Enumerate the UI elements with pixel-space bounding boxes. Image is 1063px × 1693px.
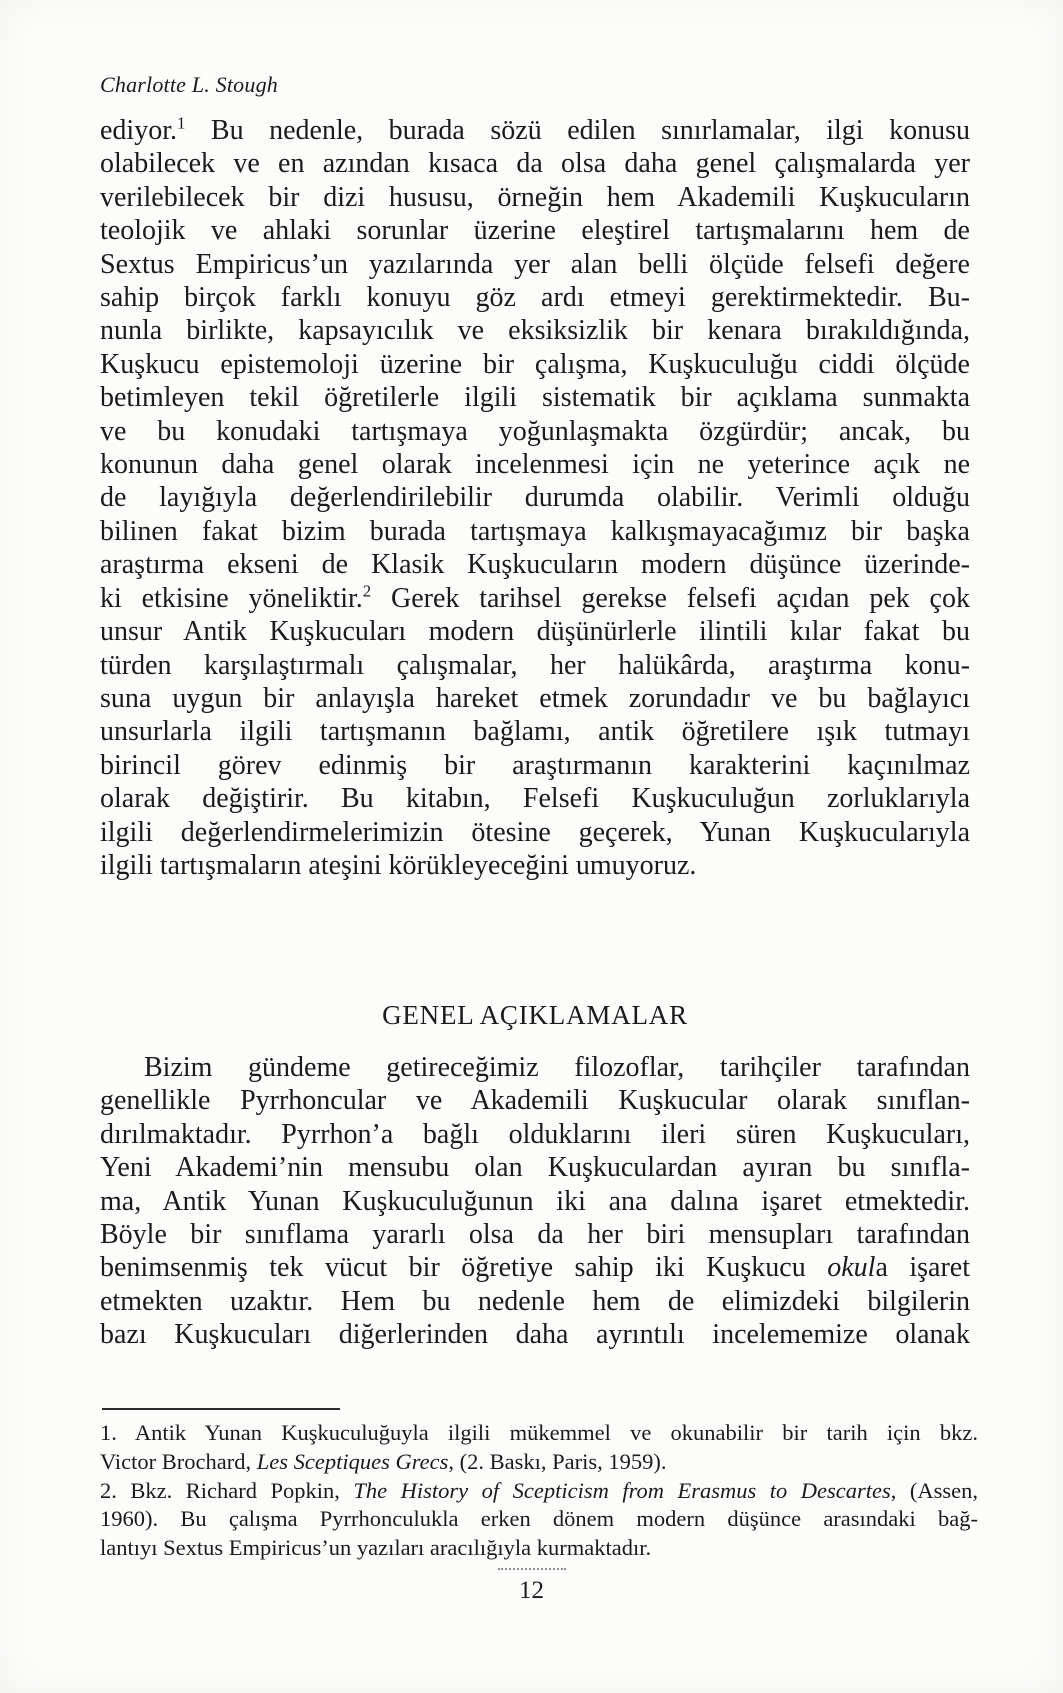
text-line — [100, 415, 970, 448]
text-segment: Sextus Empiricus’un yazılarında yer alan belli ölçüde felsefi değere — [100, 248, 970, 280]
text-segment: The History of Scepticism from Erasmus to Descartes — [353, 1477, 891, 1503]
footnote-separator-rule — [102, 1408, 340, 1410]
text-segment: bazı Kuşkucuları diğerlerinden daha ayrıntılı incelememize olanak — [100, 1319, 970, 1351]
footnote-item-2 — [100, 1477, 978, 1563]
footnote-reference: 2 — [362, 581, 372, 601]
text-segment: ki etkisine yöneliktir. — [100, 582, 363, 614]
text-segment: , (2. Baskı, Paris, 1959). — [448, 1448, 667, 1474]
text-line — [100, 849, 970, 882]
text-segment: olabilecek ve en azından kısaca da olsa daha genel çalışmalarda yer — [100, 148, 970, 180]
text-segment: 1960). Bu çalışma Pyrrhonculukla erken dönem modern düşünce arasındaki bağ- — [100, 1506, 978, 1532]
footnotes-block — [100, 1419, 978, 1563]
text-segment: lantıyı Sextus Empiricus’un yazıları aracılığıyla kurmaktadır. — [100, 1535, 652, 1561]
text-segment: nunla birlikte, kapsayıcılık ve eksiksizlik bir kenara bırakıldığında, — [100, 315, 970, 347]
text-segment: genellikle Pyrrhoncular ve Akademili Kuşkucular olarak sınıflan- — [100, 1085, 970, 1117]
text-segment: Kuşkucu epistemoloji üzerine bir çalışma, Kuşkuculuğu ciddi ölçüde — [100, 348, 970, 380]
text-segment: verilebilecek bir dizi hususu, örneğin hem Akademili Kuşkucuların — [100, 181, 970, 213]
text-segment: Bu nedenle, burada sözü edilen sınırlamalar, ilgi konusu — [185, 115, 970, 146]
text-line — [100, 248, 970, 281]
text-line — [100, 548, 970, 581]
text-segment: a işaret — [875, 1252, 970, 1284]
text-line — [100, 582, 970, 615]
text-segment: ediyor. — [100, 115, 177, 146]
text-line — [100, 1251, 970, 1284]
page-number: 12 — [519, 1577, 544, 1604]
text-segment: ilgili değerlendirmelerimizin ötesine geçerek, Yunan Kuşkucularıyla — [100, 816, 970, 848]
text-segment: dırılmaktadır. Pyrrhon’a bağlı olduklarını ileri süren Kuşkucuları, — [100, 1118, 970, 1150]
text-line — [100, 615, 970, 648]
text-segment: birincil görev edinmiş bir araştırmanın karakterini kaçınılmaz — [100, 749, 970, 781]
text-segment: ma, Antik Yunan Kuşkuculuğunun iki ana dalına işaret etmektedir. — [100, 1185, 970, 1217]
text-segment: ve bu konudaki tartışmaya yoğunlaşmakta özgürdür; ancak, bu — [100, 415, 970, 447]
text-line — [100, 348, 970, 381]
text-segment: unsur Antik Kuşkucuları modern düşünürlerle ilintili kılar fakat bu — [100, 616, 970, 648]
text-line — [100, 1448, 978, 1477]
body-paragraph-2 — [100, 1051, 970, 1352]
text-line — [100, 1477, 978, 1506]
text-line — [100, 381, 970, 414]
running-header-author: Charlotte L. Stough — [100, 72, 278, 97]
text-segment: benimsenmiş tek vücut bir öğretiye sahip iki Kuşkucu — [100, 1252, 828, 1284]
text-segment: teolojik ve ahlaki sorunlar üzerine eleştirel tartışmalarını hem de — [100, 215, 970, 247]
text-segment: Les Sceptiques Grecs — [256, 1448, 449, 1474]
text-segment: unsurlarla ilgili tartışmanın bağlamı, antik öğretilere ışık tutmayı — [100, 716, 970, 748]
text-line — [100, 1419, 978, 1448]
text-segment: Böyle bir sınıflama yararlı olsa da her biri mensupları tarafından — [100, 1219, 970, 1251]
text-line — [100, 1185, 970, 1218]
text-segment: olarak değiştirir. Bu kitabın, Felsefi Kuşkuculuğun zorluklarıyla — [100, 783, 970, 815]
footnote-item-1 — [100, 1419, 978, 1477]
dotted-separator — [498, 1568, 566, 1570]
text-segment: suna uygun bir anlayışla hareket etmek zorundadır ve bu bağlayıcı — [100, 682, 970, 714]
text-segment: 2. Bkz. Richard Popkin, — [100, 1477, 354, 1503]
text-line — [100, 649, 970, 682]
text-line — [100, 1505, 978, 1534]
text-line — [100, 147, 970, 180]
text-segment: 1. Antik Yunan Kuşkuculuğuyla ilgili mükemmel ve okunabilir bir tarih için bkz. — [100, 1420, 978, 1445]
text-segment: Yeni Akademi’nin mensubu olan Kuşkuculardan ayıran bu sınıfla- — [100, 1152, 970, 1184]
body-paragraph-1 — [100, 114, 970, 882]
text-line — [100, 1084, 970, 1117]
text-segment: bilinen fakat bizim burada tartışmaya kalkışmayacağımız bir başka — [100, 515, 970, 547]
text-line — [100, 114, 970, 147]
text-segment: Bizim gündeme getireceğimiz filozoflar, tarihçiler tarafından — [144, 1052, 970, 1083]
text-line — [100, 1318, 970, 1351]
text-segment: okul — [827, 1252, 876, 1284]
text-segment: ilgili tartışmaların ateşini körükleyeceğini umuyoruz. — [100, 849, 697, 881]
text-line — [100, 481, 970, 514]
text-line — [100, 1218, 970, 1251]
text-segment: konunun daha genel olarak incelenmesi için ne yeterince açık ne — [100, 449, 970, 481]
text-segment: Gerek tarihsel gerekse felsefi açıdan pek çok — [371, 582, 970, 614]
text-line — [100, 749, 970, 782]
text-line — [100, 816, 970, 849]
text-line — [100, 715, 970, 748]
text-segment: türden karşılaştırmalı çalışmalar, her halükârda, araştırma konu- — [100, 649, 970, 681]
text-segment: araştırma ekseni de Klasik Kuşkucuların modern düşünce üzerinde- — [100, 549, 970, 581]
text-line — [100, 1534, 978, 1563]
text-line — [100, 782, 970, 815]
section-heading: GENEL AÇIKLAMALAR — [382, 1000, 688, 1030]
text-line — [100, 682, 970, 715]
text-segment: Victor Brochard, — [100, 1448, 257, 1474]
text-line — [100, 281, 970, 314]
text-line — [100, 1285, 970, 1318]
text-line — [100, 515, 970, 548]
text-line — [100, 1118, 970, 1151]
text-line — [100, 1051, 970, 1084]
text-line — [100, 314, 970, 347]
text-segment: de layığıyla değerlendirilebilir durumda olabilir. Verimli olduğu — [100, 482, 970, 514]
page-number-ornament-wrap — [0, 1568, 1063, 1570]
text-segment: etmekten uzaktır. Hem bu nedenle hem de elimizdeki bilgilerin — [100, 1285, 970, 1317]
text-segment: , (Assen, — [890, 1477, 978, 1503]
text-line — [100, 181, 970, 214]
text-line — [100, 214, 970, 247]
text-segment: betimleyen tekil öğretilerle ilgili sistematik bir açıklama sunmakta — [100, 382, 970, 414]
text-line — [100, 1151, 970, 1184]
text-segment: sahip birçok farklı konuyu göz ardı etmeyi gerektirmektedir. Bu- — [100, 282, 970, 314]
footnote-reference: 1 — [177, 113, 186, 133]
text-line — [100, 448, 970, 481]
